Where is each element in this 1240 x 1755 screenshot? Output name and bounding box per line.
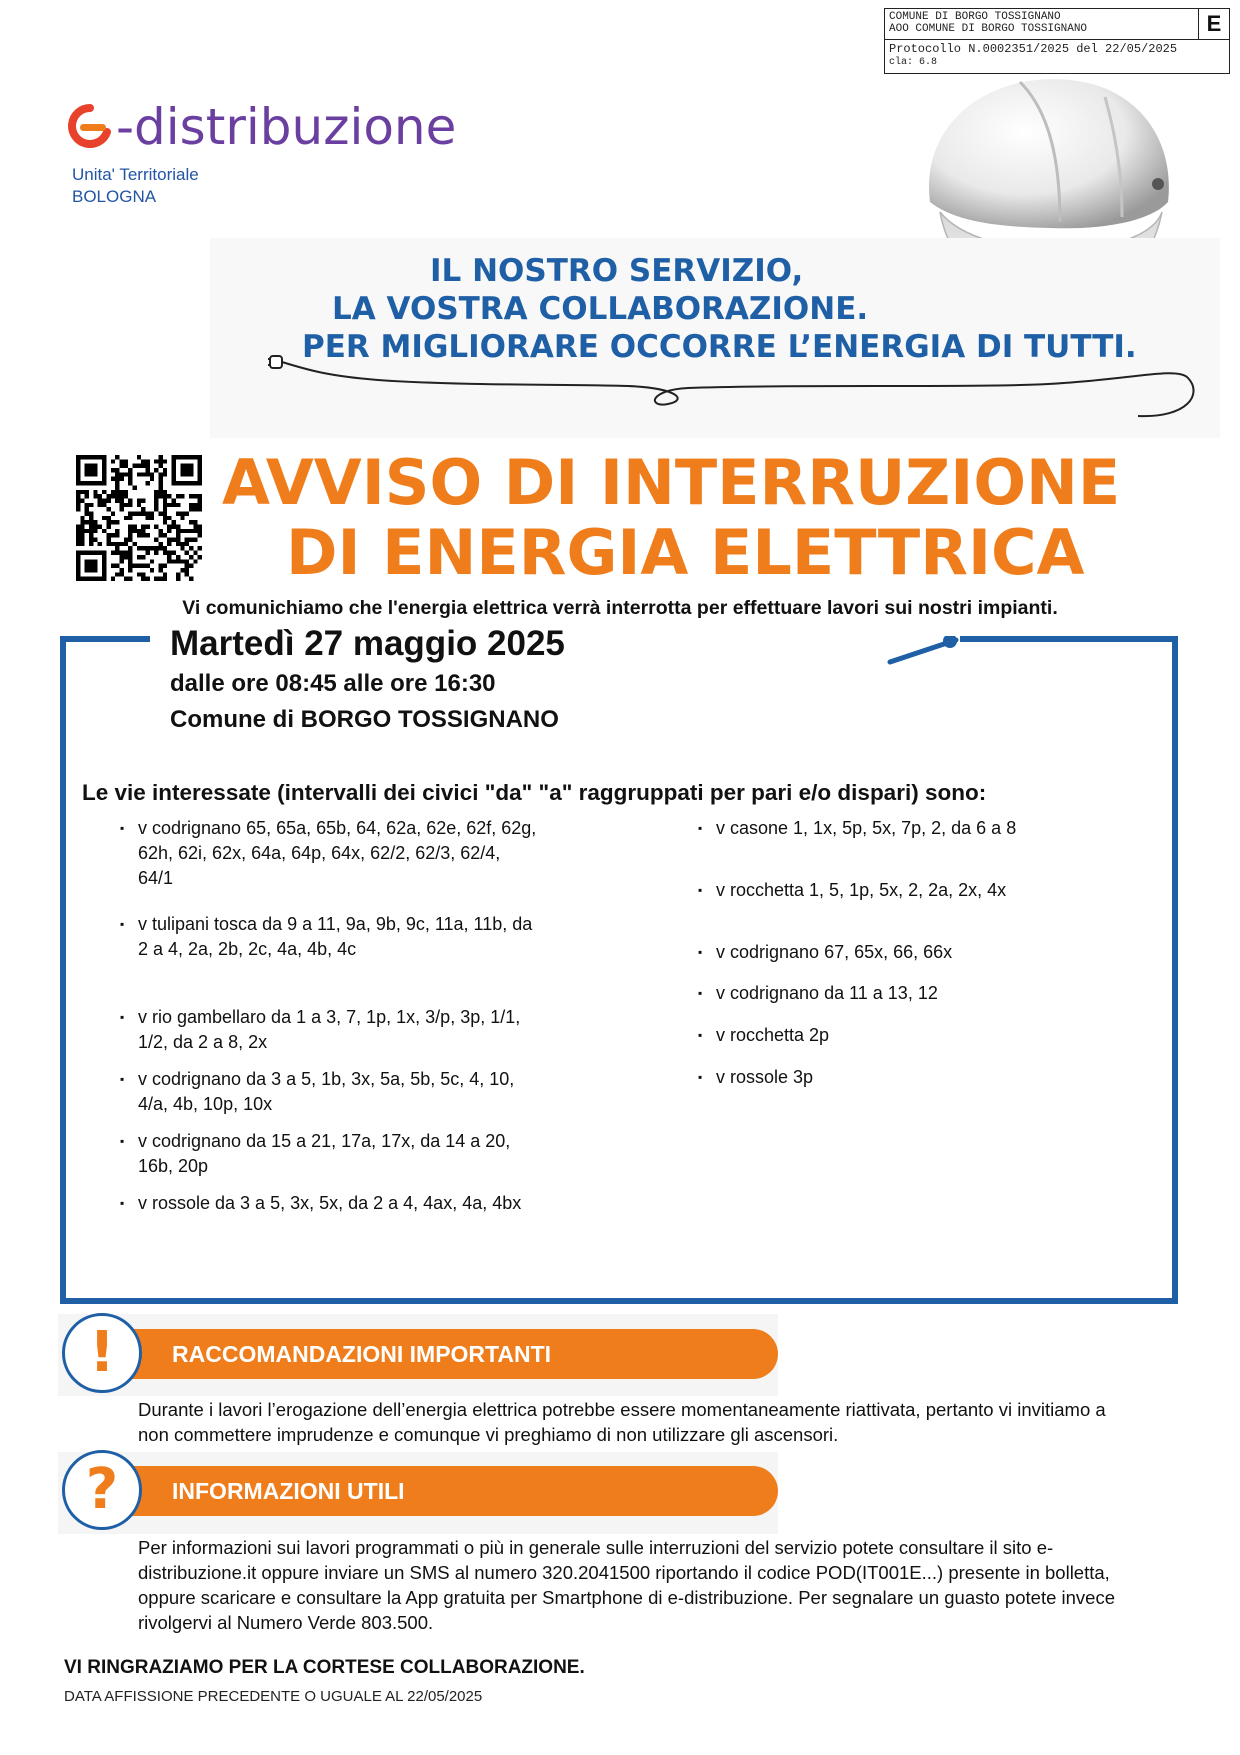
interruption-date: Martedì 27 maggio 2025 [170,624,565,663]
logo-e-mark [68,104,112,148]
bullet-icon: ▪ [120,1072,125,1086]
stamp-line-1: COMUNE DI BORGO TOSSIGNANO [889,11,1061,23]
slogan-line-3: PER MIGLIORARE OCCORRE L’ENERGIA DI TUTTI. [302,329,1137,365]
thanks-text: VI RINGRAZIAMO PER LA CORTESE COLLABORAZIONE. [64,1657,585,1678]
qr-code [76,455,202,581]
recommendations-title: RACCOMANDAZIONI IMPORTANTI [100,1329,778,1379]
stamp-protocol: Protocollo N.0002351/2025 del 22/05/2025 [889,42,1178,56]
info-text: Per informazioni sui lavori programmati o più in generale sulle interruzioni del servizio potete consultare il sito e-distribuzione.it oppure inviare un SMS al numero 320.2041500 riportando il codice POD(IT001E...) presente in bolletta, oppure scaricare e consultare la App gratuita per Smartphone di e-distribuzione. Per segnalare un guasto potete invece rivolgervi al Numero Verde 803.500. [138,1537,1115,1633]
info-title: INFORMAZIONI UTILI [100,1466,778,1516]
interruption-hours: dalle ore 08:45 alle ore 16:30 [170,670,496,697]
slogan-line-1: IL NOSTRO SERVIZIO, [430,253,804,289]
bullet-icon: ▪ [698,945,703,959]
stamp-letter: E [1198,9,1229,39]
bullet-icon: ▪ [120,1196,125,1210]
bullet-icon: ▪ [698,1028,703,1042]
bullet-icon: ▪ [120,1134,125,1148]
bullet-icon: ▪ [120,1010,125,1024]
notice-title-line-2: DI ENERGIA ELETTRICA [286,516,1085,589]
unit-line-1: Unita' Territoriale [72,165,199,184]
plug-cable-icon [268,350,1208,430]
unit-line-2: BOLOGNA [72,187,157,206]
territorial-unit [72,164,199,208]
bullet-icon: ▪ [698,883,703,897]
bullet-icon: ▪ [698,1070,703,1084]
bullet-icon: ▪ [698,986,703,1000]
streets-heading: Le vie interessate (intervalli dei civici "da" "a" raggruppati per pari e/o dispari) sono: [82,780,987,805]
bullet-icon: ▪ [120,821,125,835]
notice-title-line-1: AVVISO DI INTERRUZIONE [222,446,1121,519]
bullet-icon: ▪ [120,917,125,931]
affix-date: DATA AFFISSIONE PRECEDENTE O UGUALE AL 22/05/2025 [64,1688,483,1705]
bullet-icon: ▪ [698,821,703,835]
exclamation-icon: ! [62,1313,142,1393]
logo-wordmark: -distribuzione [116,98,457,156]
question-icon: ? [62,1450,142,1530]
intro-text: Vi comunichiamo che l'energia elettrica verrà interrotta per effettuare lavori sui nostri impianti. [182,597,1058,619]
slogan-line-2: LA VOSTRA COLLABORAZIONE. [332,291,869,327]
recommendations-text: Durante i lavori l’erogazione dell’energia elettrica potrebbe essere momentaneamente riattivata, pertanto vi invitiamo a non commettere imprudenze e comunque vi preghiamo di non utilizzare gli ascensori. [138,1399,1106,1445]
stamp-line-2: AOO COMUNE DI BORGO TOSSIGNANO [889,23,1088,35]
interruption-comune: Comune di BORGO TOSSIGNANO [170,706,559,733]
stamp-cla: cla: 6.8 [889,57,938,68]
